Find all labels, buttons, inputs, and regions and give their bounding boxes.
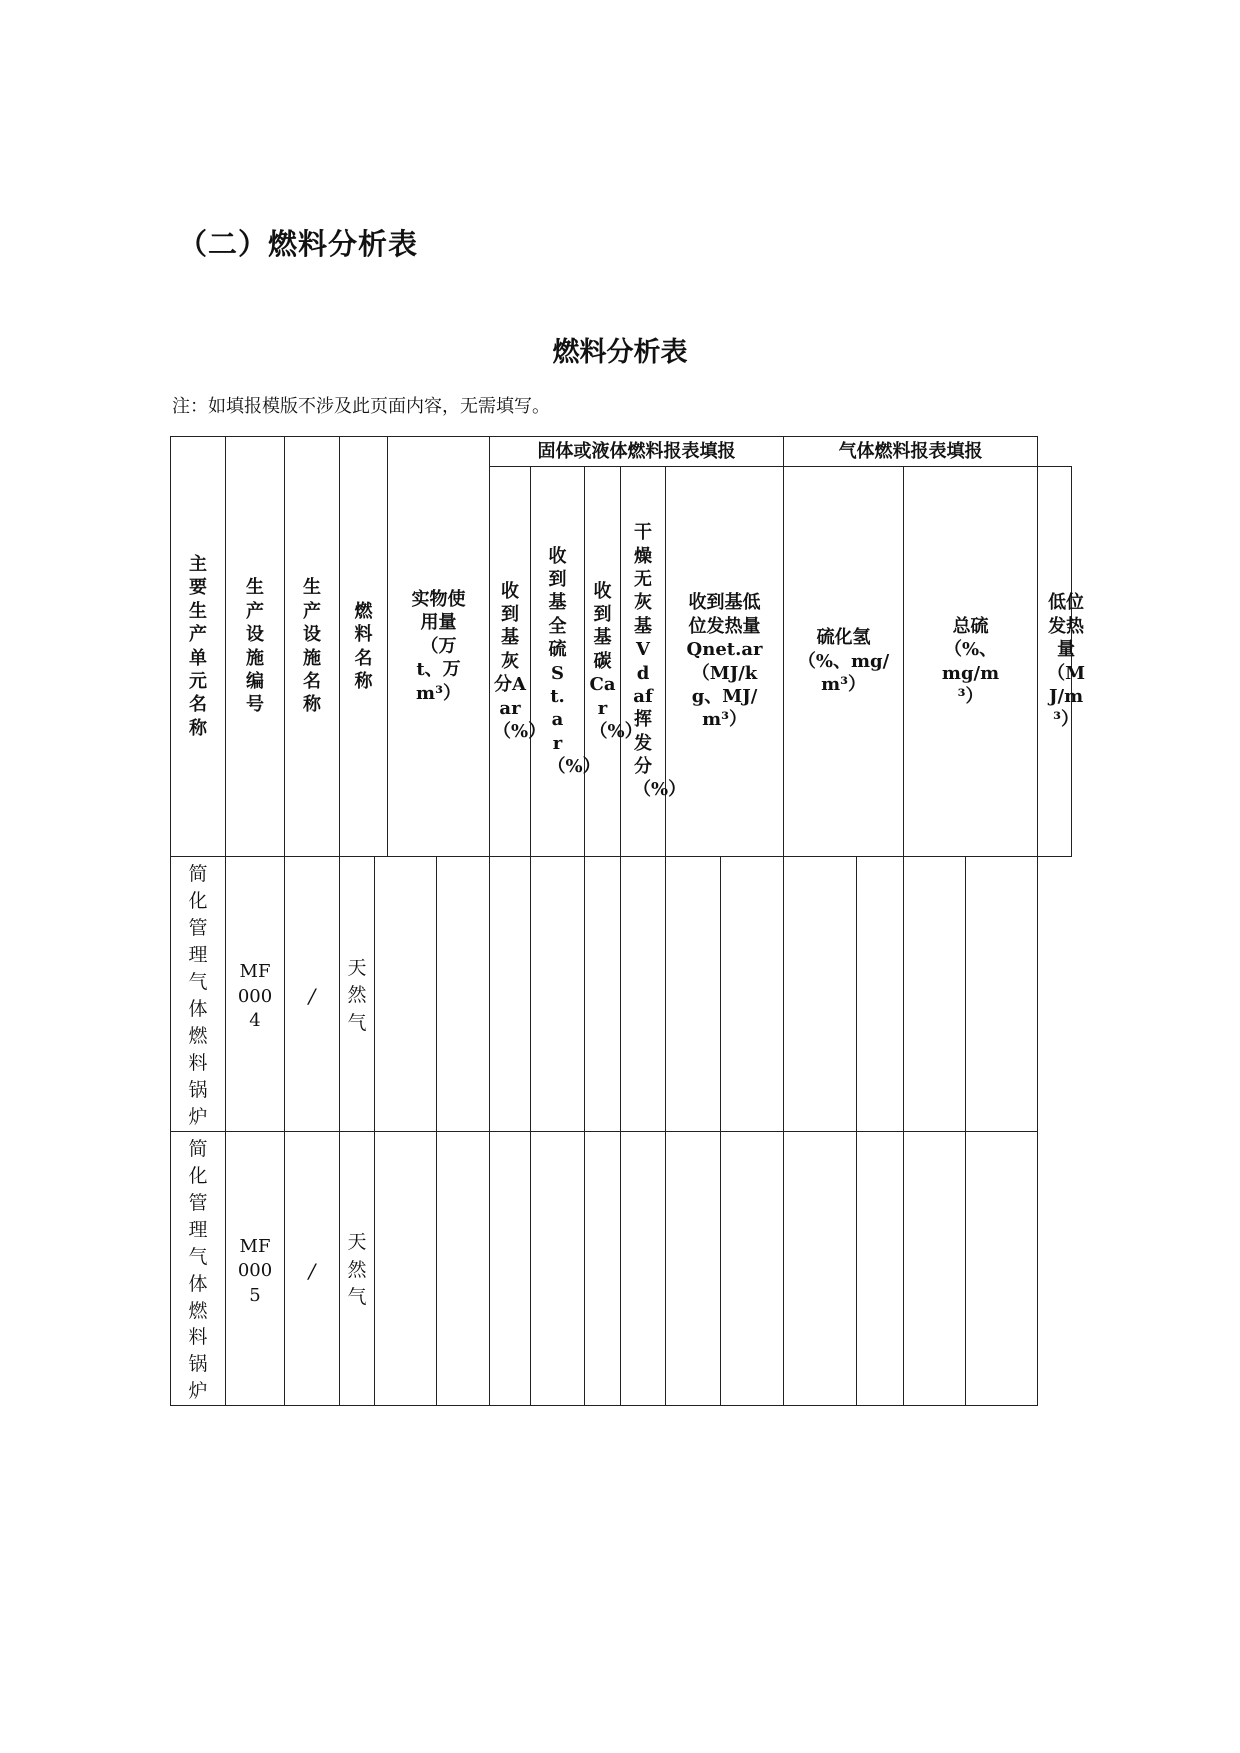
cell-facility-name: / <box>285 857 340 1132</box>
cell-empty <box>531 1131 585 1406</box>
cell-empty <box>857 1131 904 1406</box>
cell-unit-name: 简化管理气体燃料锅炉 <box>171 857 226 1132</box>
cell-empty <box>666 857 721 1132</box>
cell-empty <box>437 1131 490 1406</box>
header-group-solid: 固体或液体燃料报表填报 <box>490 437 784 467</box>
cell-facility-code: MF0005 <box>226 1131 285 1406</box>
table-title: 燃料分析表 <box>552 337 688 368</box>
header-usage: 实物使用量（万t、万m³） <box>388 437 490 857</box>
table-row <box>171 1131 1072 1406</box>
header-heat-gas: 低位发热量（MJ/m³） <box>1038 467 1072 857</box>
fuel-analysis-table <box>170 436 1086 1406</box>
cell-empty <box>904 1131 966 1406</box>
cell-facility-name: / <box>285 1131 340 1406</box>
section-title: （二）燃料分析表 <box>178 227 419 261</box>
header-facility-name: 生产设施名称 <box>285 437 340 857</box>
cell-empty <box>721 1131 784 1406</box>
header-carbon: 收到基碳Car（%） <box>585 467 621 857</box>
cell-unit-name: 简化管理气体燃料锅炉 <box>171 1131 226 1406</box>
cell-empty <box>531 857 585 1132</box>
cell-empty <box>784 857 857 1132</box>
cell-fuel-name: 天然气 <box>340 857 375 1132</box>
cell-empty <box>784 1131 857 1406</box>
header-heat-solid: 收到基低位发热量Qnet.ar（MJ/kg、MJ/m³） <box>666 467 784 857</box>
cell-empty <box>621 857 666 1132</box>
cell-empty <box>721 857 784 1132</box>
header-volatile: 干燥无灰基Vdaf挥发分（%） <box>621 467 666 857</box>
cell-empty <box>490 857 531 1132</box>
header-h2s: 硫化氢（%、mg/m³） <box>784 467 904 857</box>
cell-empty <box>966 1131 1038 1406</box>
cell-facility-code: MF0004 <box>226 857 285 1132</box>
cell-empty <box>621 1131 666 1406</box>
header-unit-name: 主要生产单元名称 <box>171 437 226 857</box>
cell-empty <box>966 857 1038 1132</box>
note-text: 注：如填报模版不涉及此页面内容，无需填写。 <box>172 396 550 417</box>
cell-empty <box>857 857 904 1132</box>
header-group-gas: 气体燃料报表填报 <box>784 437 1038 467</box>
header-total-sulfur: 总硫（%、mg/m³） <box>904 467 1038 857</box>
cell-empty <box>375 1131 437 1406</box>
header-fuel-name: 燃料名称 <box>340 437 388 857</box>
cell-empty <box>666 1131 721 1406</box>
cell-empty <box>585 857 621 1132</box>
cell-empty <box>904 857 966 1132</box>
cell-empty <box>585 1131 621 1406</box>
cell-empty <box>490 1131 531 1406</box>
header-facility-code: 生产设施编号 <box>226 437 285 857</box>
cell-empty <box>375 857 437 1132</box>
header-sulfur: 收到基全硫St.ar（%） <box>531 467 585 857</box>
cell-empty <box>437 857 490 1132</box>
header-ash: 收到基灰分Aar（%） <box>490 467 531 857</box>
table-row <box>171 857 1072 1132</box>
cell-fuel-name: 天然气 <box>340 1131 375 1406</box>
